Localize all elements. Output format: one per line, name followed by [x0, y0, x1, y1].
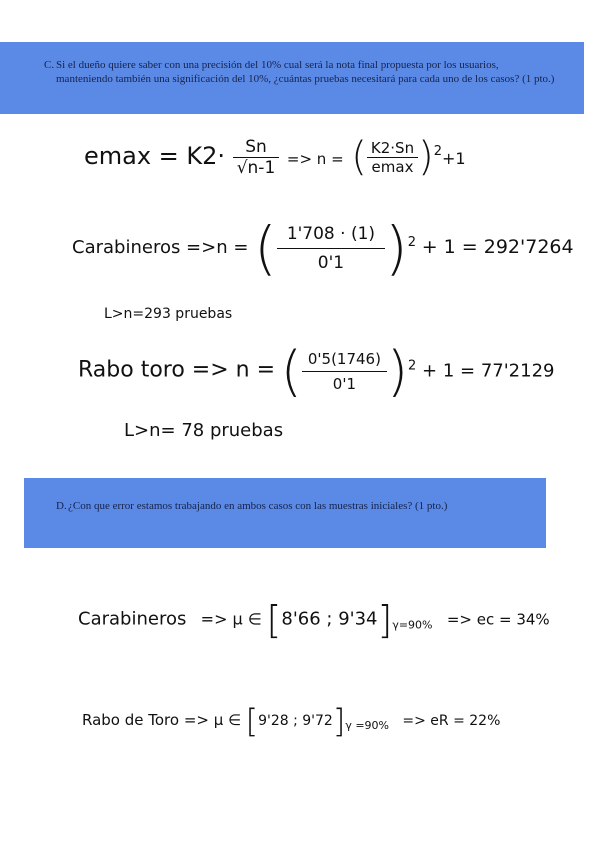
- carabineros-left-paren: (: [254, 214, 277, 282]
- rabo-right-bracket: ]: [332, 702, 346, 740]
- rabo-frac-num: 0'5(1746): [302, 350, 387, 372]
- rabo-exponent: 2: [408, 358, 417, 374]
- rabo-interval-gamma: γ =90%: [345, 718, 390, 732]
- carabineros-interval-result: => ec = 34%: [446, 610, 550, 629]
- formula-exponent: 2: [433, 144, 442, 159]
- carabineros-frac-num: 1'708 · (1): [277, 224, 385, 249]
- formula-tail: +1: [441, 149, 466, 168]
- rabo-calc-label: Rabo toro => n =: [78, 357, 276, 383]
- question-c-text-block: [44, 58, 556, 87]
- rabo-answer: L>n= 78 pruebas: [124, 420, 284, 441]
- emax-formula: [84, 134, 466, 180]
- rabo-calculation: [78, 340, 555, 403]
- carabineros-result: + 1 = 292'7264: [421, 236, 574, 258]
- carabineros-left-bracket: [: [266, 598, 282, 642]
- question-d-banner: [24, 478, 546, 548]
- rabo-fraction: [302, 350, 387, 393]
- carabineros-calculation: [72, 214, 574, 282]
- carabineros-interval-gamma: γ=90%: [392, 618, 433, 632]
- formula-frac-den: √n-1: [236, 157, 276, 178]
- formula-inner-num: K2·Sn: [367, 139, 418, 158]
- carabineros-frac-den: 0'1: [317, 252, 345, 273]
- formula-arrow: => n =: [286, 150, 344, 168]
- formula-left-paren: (: [351, 134, 367, 180]
- question-d-text: ¿Con que error estamos trabajando en ambos casos con las muestras iniciales? (1 pto.): [68, 500, 448, 512]
- rabo-left-bracket: [: [245, 702, 259, 740]
- carabineros-interval-arrow: => μ ∈: [200, 609, 262, 629]
- rabo-interval: [82, 702, 500, 740]
- carabineros-interval-label: Carabineros: [78, 608, 187, 630]
- question-c-banner: [0, 42, 584, 114]
- rabo-frac-den: 0'1: [332, 375, 357, 393]
- question-d-letter: D.: [56, 500, 67, 512]
- carabineros-calc-label: Carabineros =>n =: [72, 237, 249, 258]
- carabineros-interval: [78, 598, 550, 642]
- carabineros-fraction: [277, 224, 385, 273]
- carabineros-right-bracket: ]: [377, 598, 393, 642]
- formula-lhs: emax = K2·: [84, 142, 226, 170]
- rabo-interval-result: => eR = 22%: [402, 713, 501, 729]
- rabo-left-paren: (: [280, 340, 302, 403]
- formula-right-paren: ): [418, 134, 434, 180]
- rabo-interval-label: Rabo de Toro => μ ∈: [82, 711, 242, 729]
- formula-inner-den: emax: [371, 157, 414, 176]
- rabo-interval-values: 9'28 ; 9'72: [258, 713, 333, 729]
- carabineros-right-paren: ): [385, 214, 408, 282]
- carabineros-exponent: 2: [407, 235, 416, 250]
- rabo-right-paren: ): [386, 340, 409, 403]
- formula-inner-fraction: [367, 139, 418, 176]
- question-c-text: Si el dueño quiere saber con una precisión del 10% cual será la nota final propuesta por los usuarios, manteniendo también una significación del 10%, ¿cuántas pruebas necesitará para cada uno de los casos? (1 pto.): [56, 59, 555, 86]
- question-d-text-block: [56, 499, 538, 513]
- carabineros-answer: L>n=293 pruebas: [104, 306, 233, 322]
- rabo-result: + 1 = 77'2129: [422, 360, 555, 382]
- formula-frac-num: Sn: [233, 137, 280, 158]
- question-c-letter: C.: [44, 59, 55, 71]
- carabineros-interval-values: 8'66 ; 9'34: [281, 608, 378, 630]
- formula-fraction: [233, 137, 280, 178]
